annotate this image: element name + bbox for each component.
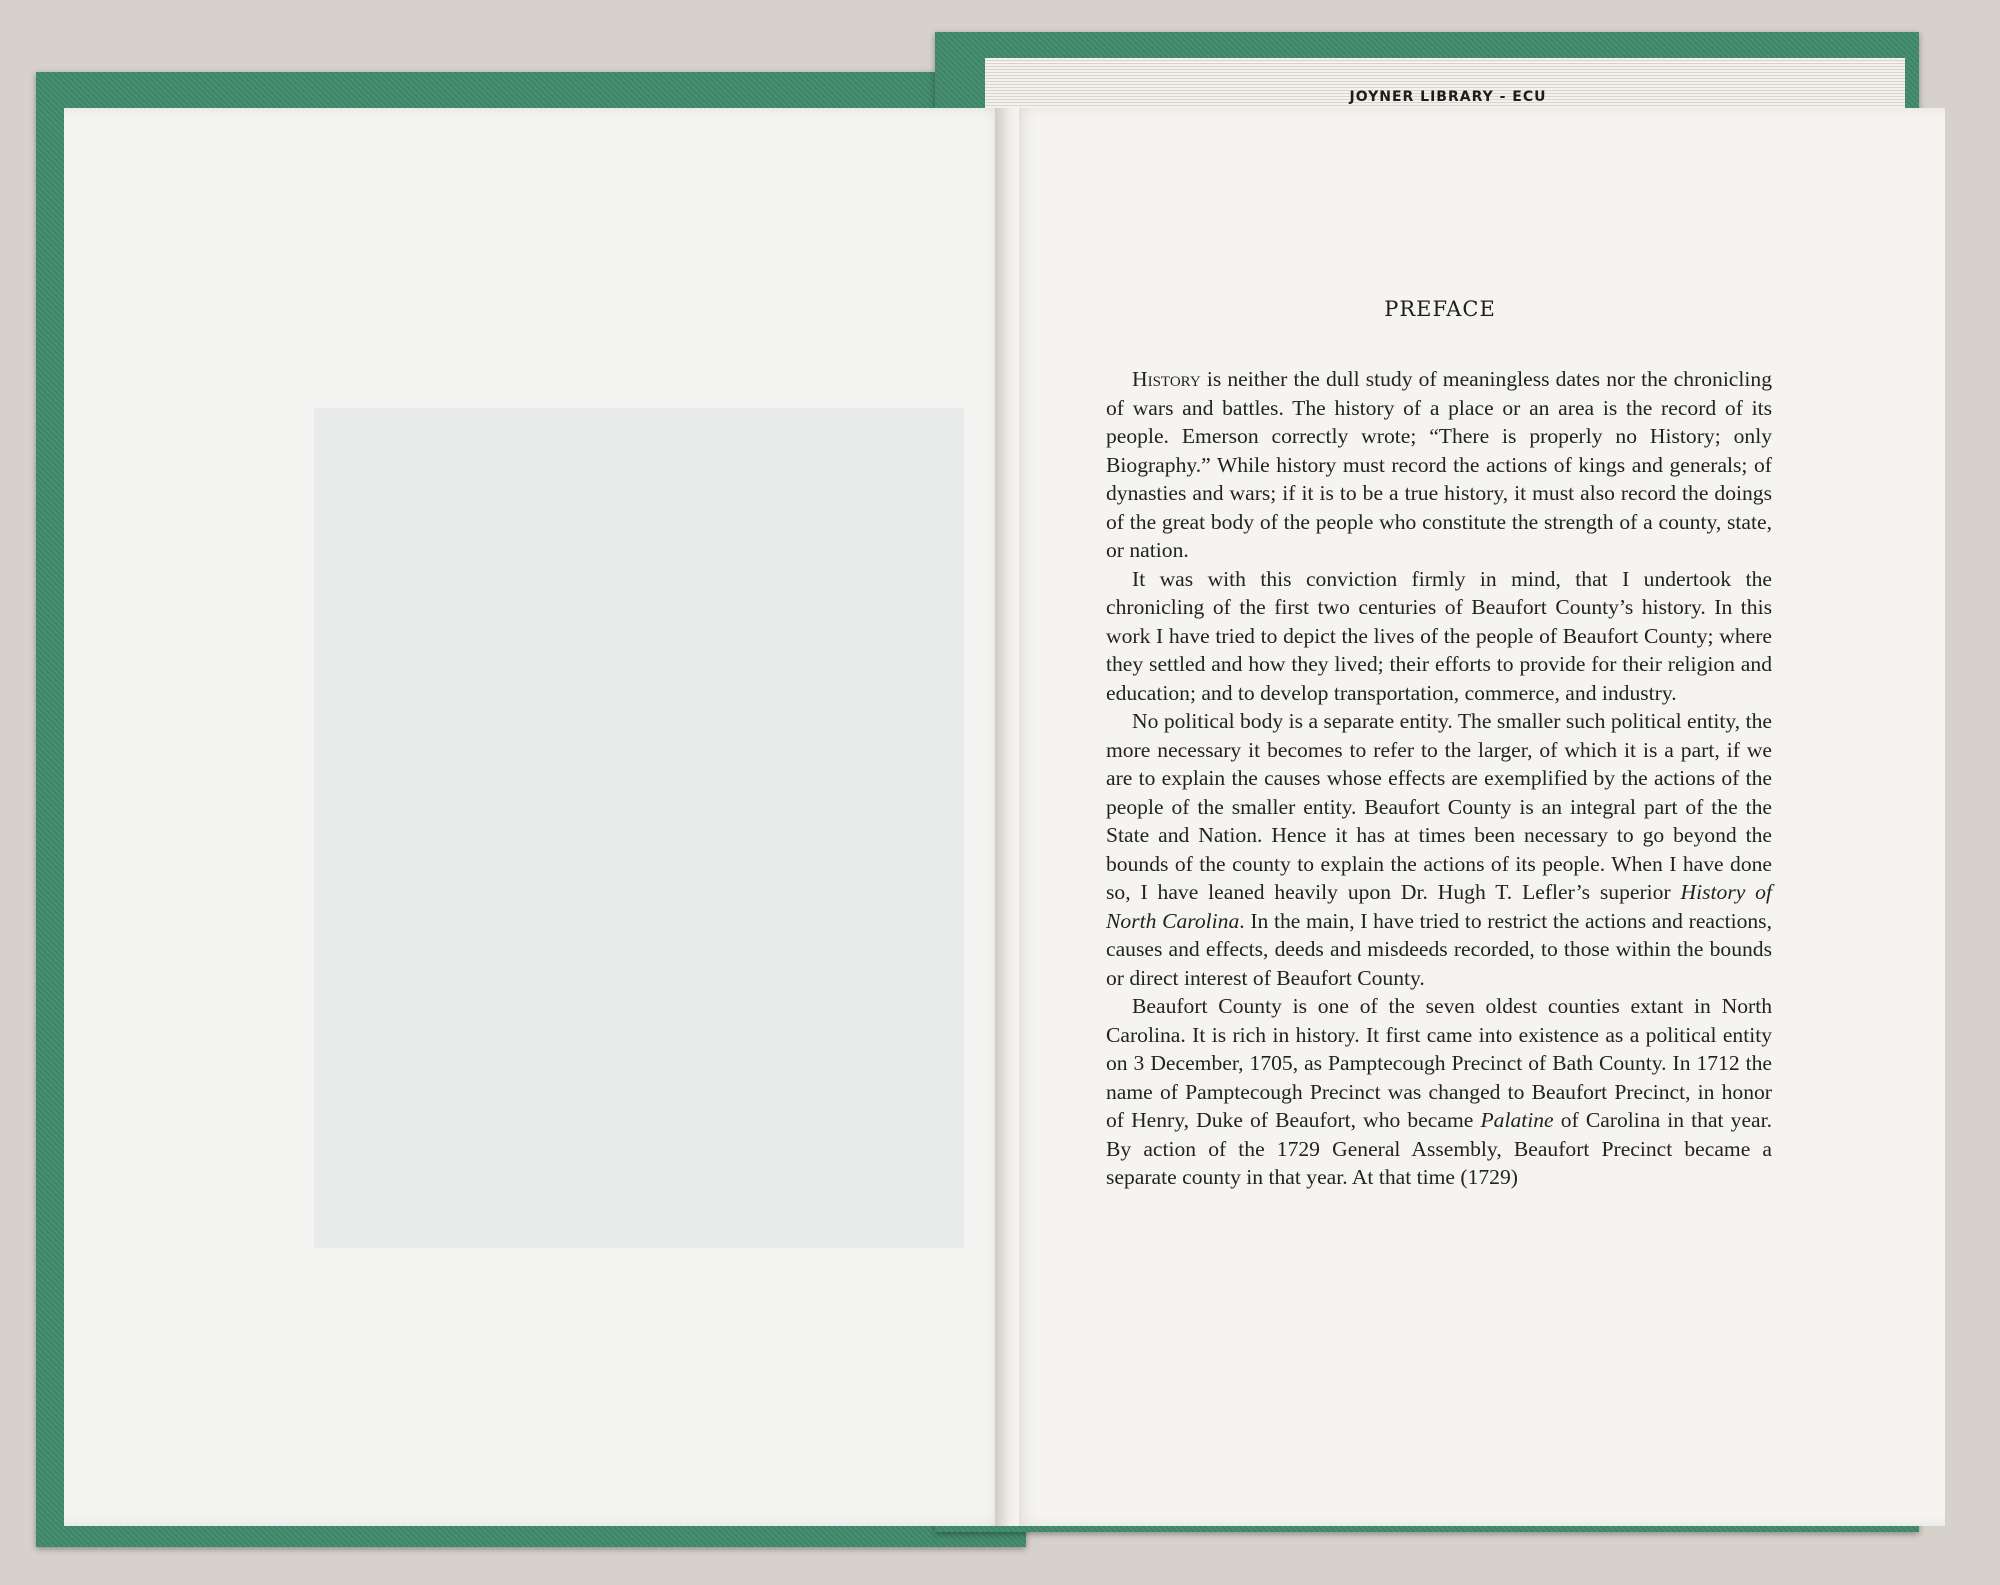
paragraph-3-text-b: . In the main, I have tried to restrict the actions and reactions, causes and effects, deeds and misdeeds recorded, to those within the bounds or direct interest of Beaufort County.	[1106, 908, 1772, 990]
paragraph-1-text: is neither the dull study of meaningless dates nor the chronicling of wars and battles. The history of a place or an area is the record of its people. Emerson correctly wrote; “There is properly no History; only Biography.” While history must record the actions of kings and generals; of dynasties and wars; if it is to be a true history, it must also record the doings of the great body of the people who constitute the strength of a county, state, or nation.	[1106, 367, 1772, 562]
paragraph-3	[1106, 707, 1772, 992]
library-stamp: JOYNER LIBRARY - ECU	[1349, 89, 1547, 105]
book-gutter	[995, 108, 1019, 1526]
show-through-image	[314, 408, 964, 1248]
left-page-blank	[64, 108, 1010, 1526]
palatine-term: Palatine	[1480, 1108, 1554, 1132]
paragraph-1	[1106, 365, 1772, 565]
paragraph-2: It was with this conviction firmly in mind, that I undertook the chronicling of the first two centuries of Beaufort County’s history. In this work I have tried to depict the lives of the people of Beaufort County; where they settled and how they lived; their efforts to provide for their religion and education; and to develop transportation, commerce, and industry.	[1106, 566, 1772, 705]
lead-word: History	[1132, 367, 1201, 391]
paragraph-4-text-b: of Carolina in that year. By action of the 1729 General Assembly, Beaufort Precinct became a separate county in that year. At that time (1729)	[1106, 1108, 1773, 1189]
preface-body	[1106, 365, 1772, 1192]
paragraph-4-text-a: Beaufort County is one of the seven oldest counties extant in North Carolina. It is rich in history. It first came into existence as a political entity on 3 December, 1705, as Pamptecough Precinct of Bath County. In 1712 the name of Pamptecough Precinct was changed to Beaufort Precinct, in honor of Henry, Duke of Beaufort, who became	[1106, 994, 1772, 1132]
book-title-citation: History of North Carolina	[1106, 880, 1772, 933]
paragraph-3-text-a: No political body is a separate entity. The smaller such political entity, the more necessary it becomes to refer to the larger, of which it is a part, if we are to explain the causes whose effects are exemplified by the actions of the people of the smaller entity. Beaufort County is an integral part of the the State and Nation. Hence it has at times been necessary to go beyond the bounds of the county to explain the actions of its people. When I have done so, I have leaned heavily upon Dr. Hugh T. Lefler’s superior	[1106, 709, 1772, 904]
page-title: PREFACE	[1384, 297, 1496, 321]
paragraph-4	[1106, 992, 1772, 1192]
